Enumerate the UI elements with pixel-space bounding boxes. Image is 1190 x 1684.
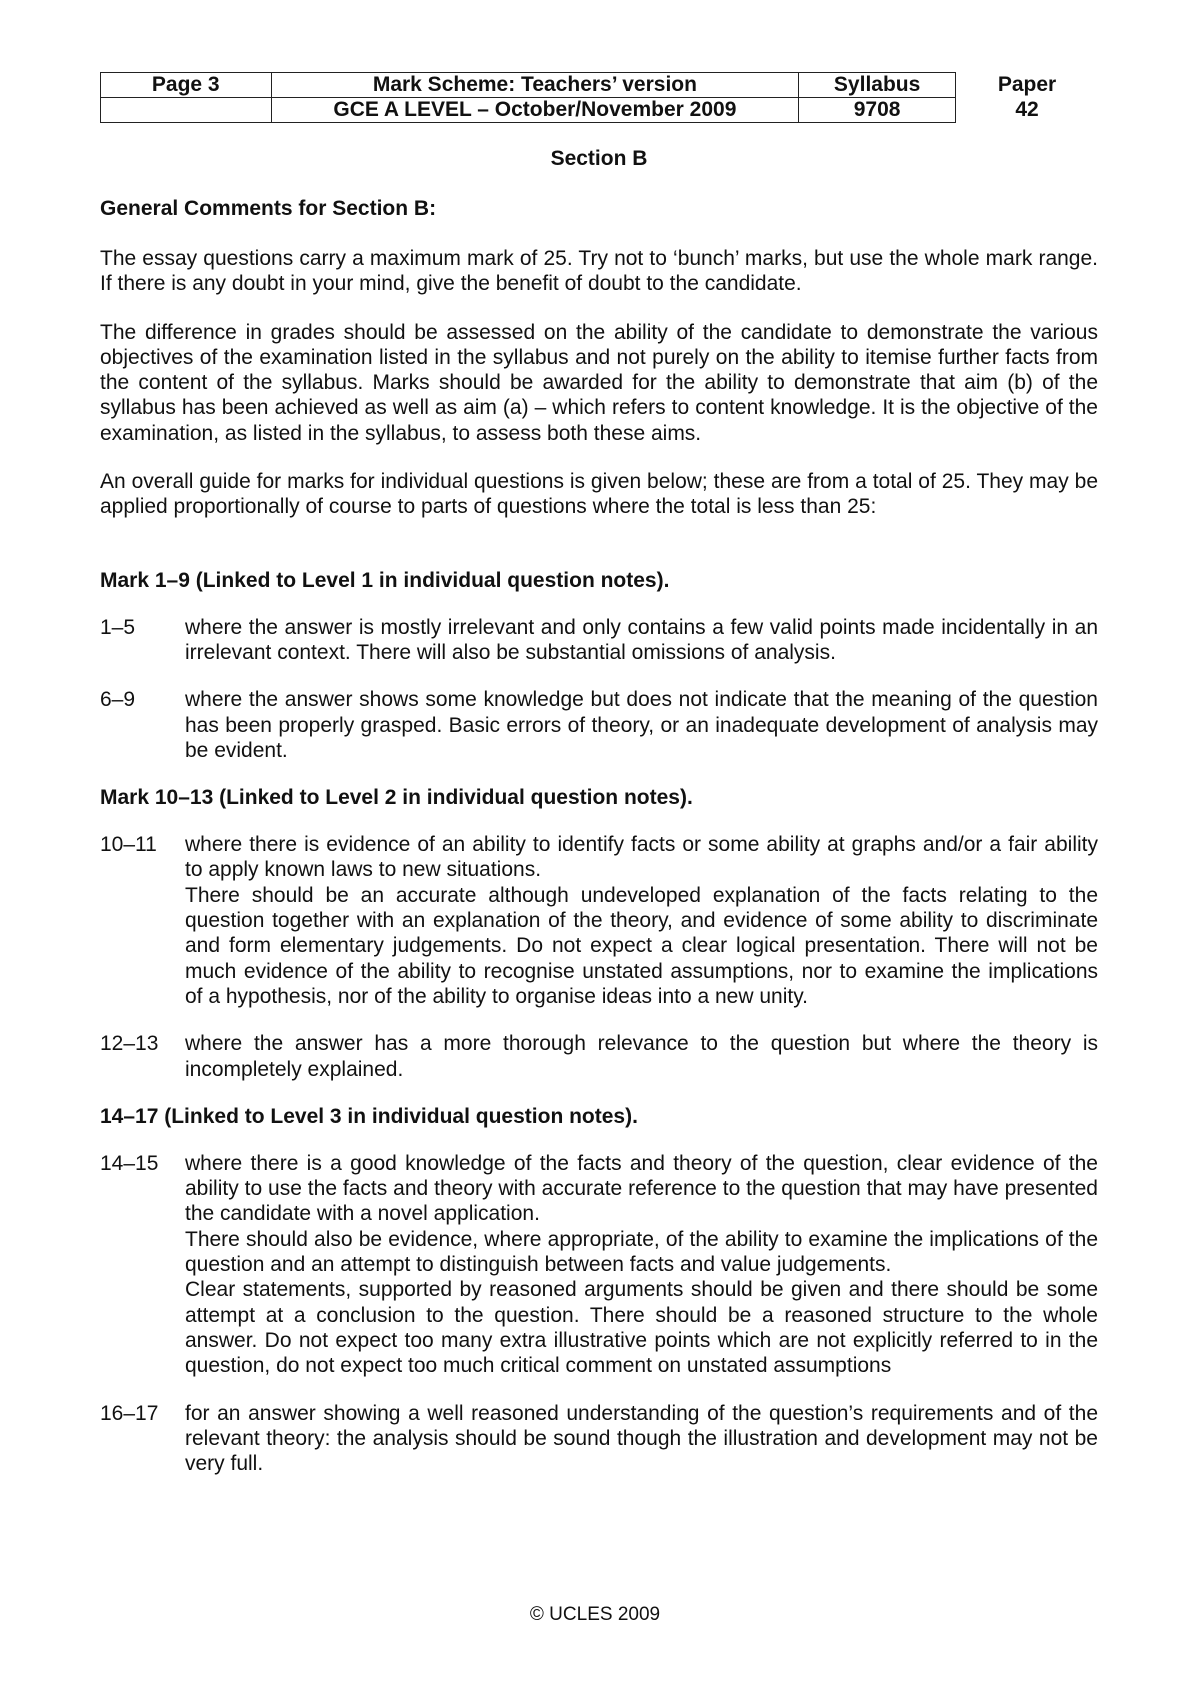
empty-cell: [101, 98, 272, 123]
description-text: where the answer shows some knowledge but does not indicate that the meaning of the question has been properly grasped. Basic errors of theory, or an inadequate development of analysis may be evident.: [185, 688, 1098, 762]
level1-heading: Mark 1–9 (Linked to Level 1 in individual question notes).: [100, 568, 670, 592]
description-text: Clear statements, supported by reasoned arguments should be given and there should be some attempt at a conclusion to the question. There should be a reasoned structure to the whole answer. Do not expect too many extra illustrative points which are not explicitly referred to in the question, do not expect too much critical comment on unstated assumptions: [185, 1278, 1098, 1378]
mark-row: [100, 615, 1098, 666]
description-text: where the answer has a more thorough relevance to the question but where the theory is incompletely explained.: [185, 1032, 1098, 1081]
mark-description: [185, 1031, 1098, 1082]
mark-range: 16–17: [100, 1401, 159, 1425]
description-text: for an answer showing a well reasoned understanding of the question’s requirements and of the relevant theory: the analysis should be sound though the illustration and development may not be very full.: [185, 1401, 1098, 1476]
level3-heading: 14–17 (Linked to Level 3 in individual question notes).: [100, 1104, 638, 1128]
mark-scheme-title: Mark Scheme: Teachers’ version: [271, 73, 799, 98]
general-heading: General Comments for Section B:: [100, 197, 437, 220]
description-text: where there is evidence of an ability to identify facts or some ability at graphs and/or a fair ability to apply known laws to new situations.: [185, 833, 1098, 882]
description-text: There should also be evidence, where appropriate, of the ability to examine the implications of the question and an attempt to distinguish between facts and value judgements.: [185, 1227, 1098, 1277]
mark-row: [100, 1401, 1098, 1477]
paragraph: The difference in grades should be assessed on the ability of the candidate to demonstrate the various objectives of the examination listed in the syllabus and not purely on the ability to itemise further facts from the content of the syllabus. Marks should be awarded for the ability to demonstrate that aim (b) of the syllabus has been achieved as well as aim (a) – which refers to content knowledge. It is the objective of the examination, as listed in the syllabus, to assess both these aims.: [100, 320, 1098, 445]
section-title: Section B: [550, 147, 648, 170]
mark-row: [100, 832, 1098, 1009]
mark-row: [100, 1151, 1098, 1379]
mark-description: [185, 1401, 1098, 1477]
paragraph: The essay questions carry a maximum mark of 25. Try not to ‘bunch’ marks, but use the whole mark range. If there is any doubt in your mind, give the benefit of doubt to the candidate.: [100, 247, 1098, 296]
copyright-footer: © UCLES 2009: [529, 1604, 661, 1625]
description-text: where the answer is mostly irrelevant and only contains a few valid points made incidentally in an irrelevant context. There will also be substantial omissions of analysis.: [185, 615, 1098, 664]
level2-heading: Mark 10–13 (Linked to Level 2 in individual question notes).: [100, 786, 693, 810]
header-table: [100, 72, 956, 123]
mark-range: 6–9: [100, 688, 136, 712]
paragraph: An overall guide for marks for individual questions is given below; these are from a total of 25. They may be applied proportionally of course to parts of questions where the total is less than 25:: [100, 470, 1098, 519]
mark-description: [185, 1151, 1098, 1379]
mark-range: 12–13: [100, 1032, 159, 1056]
mark-row: [100, 1031, 1098, 1082]
syllabus-code: 9708: [799, 98, 956, 123]
mark-range: 14–15: [100, 1151, 159, 1175]
document-page: [100, 72, 1098, 1476]
description-text: There should be an accurate although undeveloped explanation of the facts relating to the question together with an explanation of the theory, and evidence of some ability to discriminate and form elementary judgements. Do not expect a clear logical presentation. There will not be much evidence of the ability to recognise unstated assumptions, nor to examine the implications of a hypothesis, nor of the ability to organise ideas into a new unity.: [185, 883, 1098, 1008]
exam-title: GCE A LEVEL – October/November 2009: [271, 98, 799, 123]
mark-row: [100, 687, 1098, 763]
mark-description: [185, 615, 1098, 666]
page-number: Page 3: [101, 73, 272, 98]
paper-info: [956, 72, 1098, 122]
mark-description: [185, 687, 1098, 763]
paper-label: Paper: [997, 73, 1057, 96]
mark-range: 1–5: [100, 615, 136, 639]
mark-range: 10–11: [100, 833, 157, 857]
mark-description: [185, 832, 1098, 1009]
paper-code: 42: [1015, 98, 1039, 121]
description-text: where there is a good knowledge of the facts and theory of the question, clear evidence of the ability to use the facts and theory with accurate reference to the question that may have presented the candidate with a novel application.: [185, 1151, 1098, 1226]
syllabus-label: Syllabus: [799, 73, 956, 98]
